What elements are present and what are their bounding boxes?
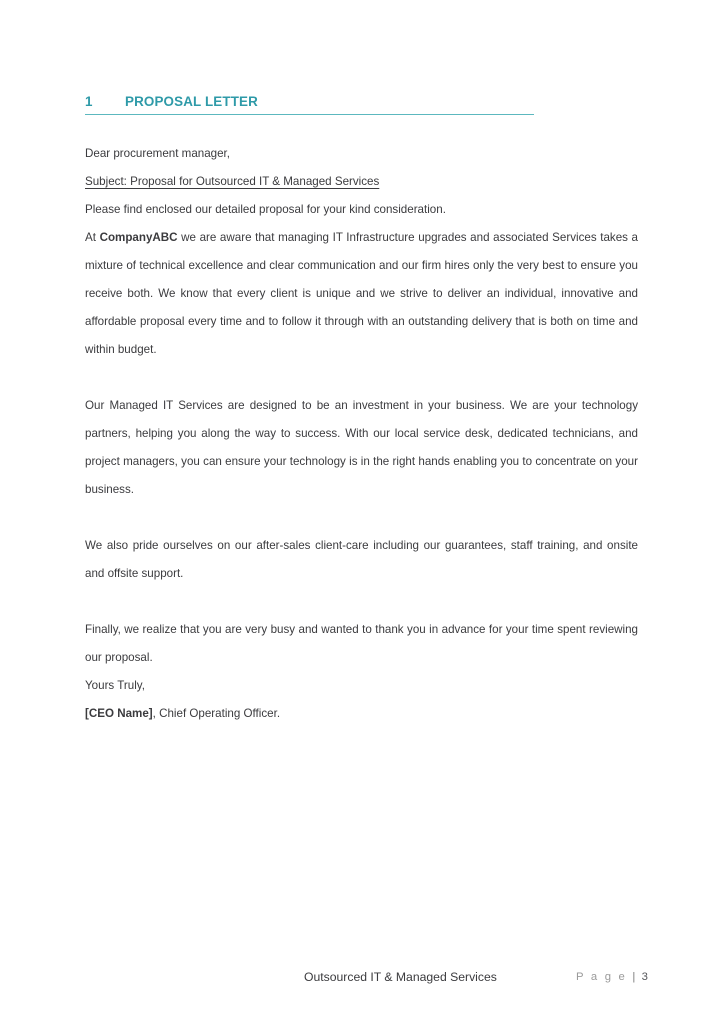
signature-name: [CEO Name] <box>85 707 153 720</box>
paragraph-spacer-2 <box>85 504 638 532</box>
subject-line-wrapper <box>85 168 638 196</box>
footer-title: Outsourced IT & Managed Services <box>304 970 497 984</box>
paragraph-2: Our Managed IT Services are designed to be an investment in your business. We are your technology partners, helping you along the way to success. With our local service desk, dedicated technicians, and project managers, you can ensure your technology is in the right hands enabling you to concentrate on your business. <box>85 399 638 496</box>
footer-page-separator: | <box>632 971 642 983</box>
paragraph-1-lead: At <box>85 231 100 244</box>
letter-body <box>85 140 638 728</box>
closing-line: Yours Truly, <box>85 679 145 692</box>
paragraph-4: Finally, we realize that you are very busy and wanted to thank you in advance for your time spent reviewing our proposal. <box>85 623 638 664</box>
page-title: PROPOSAL LETTER <box>125 94 258 109</box>
footer-page-word: P a g e <box>576 971 633 983</box>
footer-page-number <box>576 971 648 983</box>
section-number: 1 <box>85 94 93 109</box>
signature-role: , Chief Operating Officer. <box>152 707 281 720</box>
company-name: CompanyABC <box>99 231 178 244</box>
paragraph-spacer-1 <box>85 364 638 392</box>
paragraph-1 <box>85 224 638 364</box>
paragraph-3: We also pride ourselves on our after-sales client-care including our guarantees, staff training, and onsite and offsite support. <box>85 539 638 580</box>
intro-line: Please find enclosed our detailed proposal for your kind consideration. <box>85 203 446 216</box>
paragraph-spacer-3 <box>85 588 638 616</box>
page-footer <box>0 968 724 998</box>
section-heading <box>85 94 534 115</box>
footer-page-value: 3 <box>641 971 648 983</box>
subject-line: Subject: Proposal for Outsourced IT & Managed Services <box>85 175 380 188</box>
signature-line <box>85 700 638 728</box>
salutation-line: Dear procurement manager, <box>85 147 230 160</box>
paragraph-1-rest: we are aware that managing IT Infrastructure upgrades and associated Services takes a mixture of technical excellence and clear communication and our firm hires only the very best to ensure you receive both. We know that every client is unique and we strive to deliver an individual, innovative and affordable proposal every time and to follow it through with an outstanding delivery that is both on time and within budget. <box>85 231 638 356</box>
